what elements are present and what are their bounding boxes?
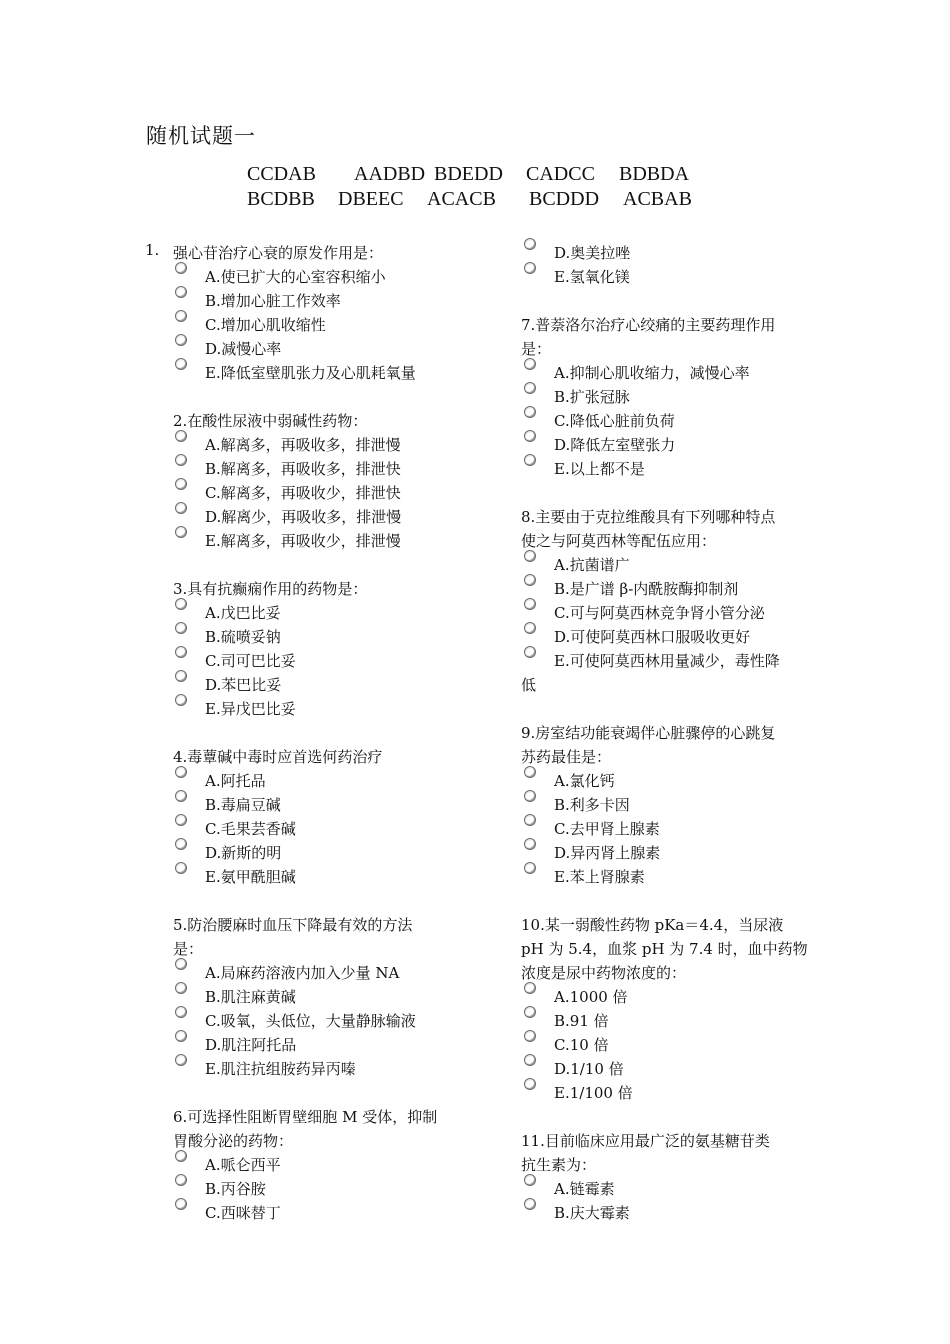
option-q6-a: A.哌仑西平 — [205, 1156, 281, 1174]
radio-q10-a[interactable] — [524, 982, 536, 994]
option-q10-c: C.10 倍 — [554, 1036, 609, 1054]
radio-q4-d[interactable] — [175, 838, 187, 850]
answer-group: CCDAB — [247, 163, 316, 185]
option-q4-a: A.阿托品 — [205, 772, 266, 790]
answer-group: BCDDD — [529, 188, 600, 210]
option-q2-e: E.解离多，再吸收少，排泄慢 — [205, 532, 401, 550]
question-10-stem-line-3: 浓度是尿中药物浓度的： — [521, 964, 687, 982]
radio-q7-e[interactable] — [524, 454, 536, 466]
radio-q2-a[interactable] — [175, 430, 187, 442]
radio-q4-b[interactable] — [175, 790, 187, 802]
radio-q5-e[interactable] — [175, 1054, 187, 1066]
question-11-stem-line-1: 11.目前临床应用最广泛的氨基糖苷类 — [521, 1132, 770, 1150]
option-q6-c: C.西咪替丁 — [205, 1204, 281, 1222]
option-q8-c: C.可与阿莫西林竞争肾小管分泌 — [554, 604, 765, 622]
option-q9-a: A.氯化钙 — [554, 772, 615, 790]
option-q1-d: D.减慢心率 — [205, 340, 282, 358]
option-q4-c: C.毛果芸香碱 — [205, 820, 296, 838]
radio-q10-d[interactable] — [524, 1054, 536, 1066]
question-3-stem: 3.具有抗癫痫作用的药物是： — [173, 580, 368, 598]
option-q8-e-continuation: 低 — [521, 676, 537, 694]
question-10-stem-line-2: pH 为 5.4，血浆 pH 为 7.4 时，血中药物 — [521, 940, 808, 958]
option-q1-a: A.使已扩大的心室容积缩小 — [205, 268, 386, 286]
radio-q7-a[interactable] — [524, 358, 536, 370]
answer-group: AADBD — [354, 163, 426, 185]
answer-group: BDBDA — [619, 163, 690, 185]
question-6-stem-line-2: 胃酸分泌的药物： — [173, 1132, 294, 1150]
option-q2-d: D.解离少，再吸收多，排泄慢 — [205, 508, 402, 526]
option-q10-d: D.1/10 倍 — [554, 1060, 624, 1078]
option-q2-a: A.解离多，再吸收多，排泄慢 — [205, 436, 401, 454]
option-q6-e: E.氢氧化镁 — [554, 268, 630, 286]
radio-q1-d[interactable] — [175, 334, 187, 346]
option-q10-e: E.1/100 倍 — [554, 1084, 633, 1102]
answer-group: ACACB — [427, 188, 496, 210]
option-q10-b: B.91 倍 — [554, 1012, 609, 1030]
option-q2-c: C.解离多，再吸收少，排泄快 — [205, 484, 401, 502]
radio-q8-e[interactable] — [524, 646, 536, 658]
question-5-stem-line-1: 5.防治腰麻时血压下降最有效的方法 — [173, 916, 413, 934]
radio-q5-c[interactable] — [175, 1006, 187, 1018]
radio-q2-e[interactable] — [175, 526, 187, 538]
option-q10-a: A.1000 倍 — [554, 988, 628, 1006]
option-q4-b: B.毒扁豆碱 — [205, 796, 281, 814]
answer-group: CADCC — [526, 163, 595, 185]
option-q7-a: A.抑制心肌收缩力，减慢心率 — [554, 364, 750, 382]
radio-q8-a[interactable] — [524, 550, 536, 562]
answer-group: BDEDD — [434, 163, 503, 185]
option-q4-d: D.新斯的明 — [205, 844, 282, 862]
option-q1-e: E.降低室壁肌张力及心肌耗氧量 — [205, 364, 416, 382]
radio-q6-b[interactable] — [175, 1174, 187, 1186]
radio-q9-e[interactable] — [524, 862, 536, 874]
question-10-stem-line-1: 10.某一弱酸性药物 pKa＝4.4，当尿液 — [521, 916, 784, 934]
option-q8-e: E.可使阿莫西林用量减少，毒性降 — [554, 652, 780, 670]
radio-q7-b[interactable] — [524, 382, 536, 394]
option-q8-b: B.是广谱 β-内酰胺酶抑制剂 — [554, 580, 739, 598]
question-7-stem-line-2: 是： — [521, 340, 552, 358]
question-2-stem: 2.在酸性尿液中弱碱性药物： — [173, 412, 368, 430]
option-q9-e: E.苯上肾腺素 — [554, 868, 645, 886]
radio-q3-b[interactable] — [175, 622, 187, 634]
radio-q6-a[interactable] — [175, 1150, 187, 1162]
option-q4-e: E.氨甲酰胆碱 — [205, 868, 296, 886]
radio-q7-d[interactable] — [524, 430, 536, 442]
option-q9-b: B.利多卡因 — [554, 796, 630, 814]
radio-q5-d[interactable] — [175, 1030, 187, 1042]
option-q7-d: D.降低左室壁张力 — [554, 436, 676, 454]
option-q8-a: A.抗菌谱广 — [554, 556, 630, 574]
radio-q6-e[interactable] — [524, 262, 536, 274]
radio-q2-c[interactable] — [175, 478, 187, 490]
option-q3-b: B.硫喷妥钠 — [205, 628, 281, 646]
question-1-stem: 强心苷治疗心衰的原发作用是： — [173, 244, 384, 262]
radio-q1-a[interactable] — [175, 262, 187, 274]
radio-q11-a[interactable] — [524, 1174, 536, 1186]
radio-q3-e[interactable] — [175, 694, 187, 706]
radio-q10-e[interactable] — [524, 1078, 536, 1090]
radio-q3-d[interactable] — [175, 670, 187, 682]
question-9-stem-line-1: 9.房室结功能衰竭伴心脏骤停的心跳复 — [521, 724, 776, 742]
radio-q10-c[interactable] — [524, 1030, 536, 1042]
answer-group: DBEEC — [338, 188, 404, 210]
radio-q3-c[interactable] — [175, 646, 187, 658]
radio-q8-b[interactable] — [524, 574, 536, 586]
option-q1-c: C.增加心肌收缩性 — [205, 316, 326, 334]
option-q11-b: B.庆大霉素 — [554, 1204, 630, 1222]
option-q5-c: C.吸氧，头低位，大量静脉输液 — [205, 1012, 416, 1030]
question-9-stem-line-2: 苏药最佳是： — [521, 748, 612, 766]
question-11-stem-line-2: 抗生素为： — [521, 1156, 597, 1174]
radio-q10-b[interactable] — [524, 1006, 536, 1018]
radio-q5-b[interactable] — [175, 982, 187, 994]
question-4-stem: 4.毒蕈碱中毒时应首选何药治疗 — [173, 748, 383, 766]
radio-q3-a[interactable] — [175, 598, 187, 610]
option-q9-d: D.异丙肾上腺素 — [554, 844, 661, 862]
radio-q2-b[interactable] — [175, 454, 187, 466]
option-q3-e: E.异戊巴比妥 — [205, 700, 296, 718]
question-8-stem-line-2: 使之与阿莫西林等配伍应用： — [521, 532, 717, 550]
question-number: 1. — [145, 241, 160, 259]
option-q9-c: C.去甲肾上腺素 — [554, 820, 660, 838]
page-title: 随机试题一 — [146, 124, 256, 148]
radio-q9-d[interactable] — [524, 838, 536, 850]
option-q5-d: D.肌注阿托品 — [205, 1036, 297, 1054]
radio-q4-e[interactable] — [175, 862, 187, 874]
question-7-stem-line-1: 7.普萘洛尔治疗心绞痛的主要药理作用 — [521, 316, 776, 334]
option-q7-c: C.降低心脏前负荷 — [554, 412, 675, 430]
option-q7-b: B.扩张冠脉 — [554, 388, 630, 406]
radio-q8-c[interactable] — [524, 598, 536, 610]
radio-q9-c[interactable] — [524, 814, 536, 826]
radio-q1-e[interactable] — [175, 358, 187, 370]
option-q3-c: C.司可巴比妥 — [205, 652, 296, 670]
radio-q7-c[interactable] — [524, 406, 536, 418]
radio-q1-b[interactable] — [175, 286, 187, 298]
radio-q1-c[interactable] — [175, 310, 187, 322]
question-8-stem-line-1: 8.主要由于克拉维酸具有下列哪种特点 — [521, 508, 776, 526]
option-q8-d: D.可使阿莫西林口服吸收更好 — [554, 628, 751, 646]
radio-q4-a[interactable] — [175, 766, 187, 778]
radio-q6-d[interactable] — [524, 238, 536, 250]
option-q5-e: E.肌注抗组胺药异丙嗪 — [205, 1060, 356, 1078]
radio-q8-d[interactable] — [524, 622, 536, 634]
radio-q6-c[interactable] — [175, 1198, 187, 1210]
option-q1-b: B.增加心脏工作效率 — [205, 292, 341, 310]
option-q7-e: E.以上都不是 — [554, 460, 645, 478]
question-6-stem-line-1: 6.可选择性阻断胃壁细胞 M 受体，抑制 — [173, 1108, 438, 1126]
option-q11-a: A.链霉素 — [554, 1180, 615, 1198]
radio-q9-b[interactable] — [524, 790, 536, 802]
question-5-stem-line-2: 是： — [173, 940, 204, 958]
radio-q5-a[interactable] — [175, 958, 187, 970]
option-q2-b: B.解离多，再吸收多，排泄快 — [205, 460, 401, 478]
radio-q11-b[interactable] — [524, 1198, 536, 1210]
option-q5-a: A.局麻药溶液内加入少量 NA — [205, 964, 400, 982]
option-q3-a: A.戊巴比妥 — [205, 604, 281, 622]
answer-group: ACBAB — [623, 188, 692, 210]
radio-q4-c[interactable] — [175, 814, 187, 826]
answer-group: BCDBB — [247, 188, 315, 210]
radio-q2-d[interactable] — [175, 502, 187, 514]
option-q6-d: D.奥美拉唑 — [554, 244, 631, 262]
option-q5-b: B.肌注麻黄碱 — [205, 988, 296, 1006]
option-q3-d: D.苯巴比妥 — [205, 676, 282, 694]
option-q6-b: B.丙谷胺 — [205, 1180, 266, 1198]
radio-q9-a[interactable] — [524, 766, 536, 778]
